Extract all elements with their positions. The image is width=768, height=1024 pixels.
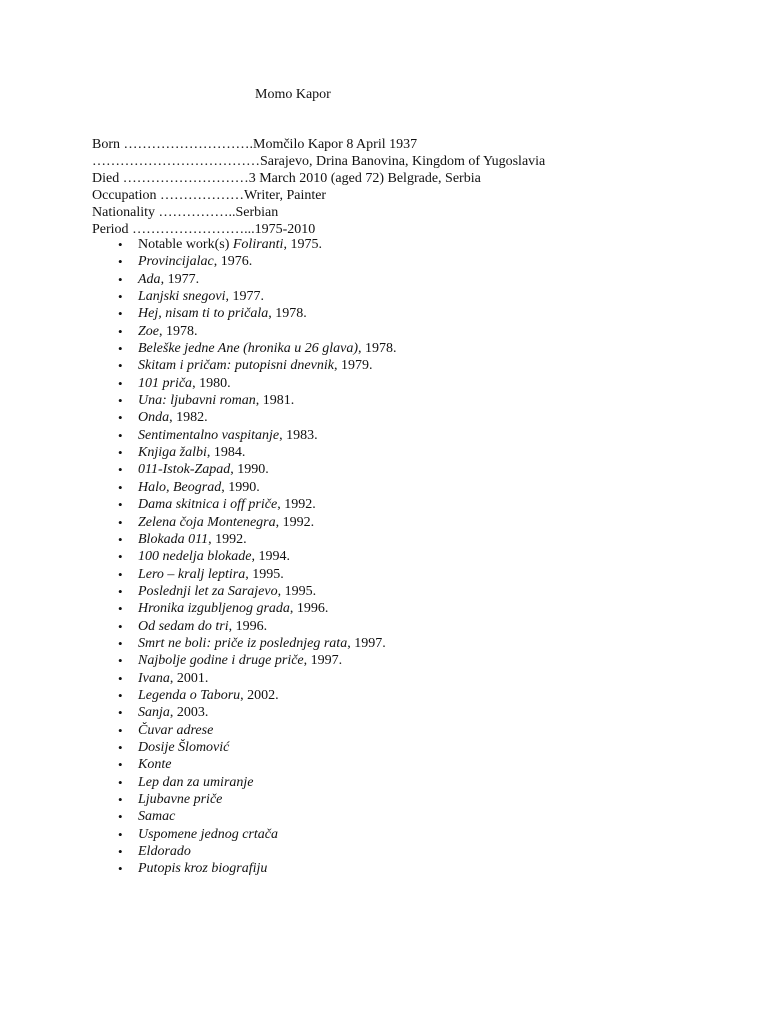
leader-dots: ……………………… (119, 171, 249, 186)
bullet-icon: • (118, 618, 123, 634)
work-year: , 1995. (245, 566, 284, 582)
work-title: Putopis kroz biografiju (138, 861, 268, 877)
bullet-icon: • (118, 254, 123, 270)
list-item (118, 652, 698, 669)
bullet-icon: • (118, 739, 123, 755)
bullet-icon: • (118, 774, 123, 790)
work-year: , 1980. (192, 375, 231, 391)
list-item (118, 236, 698, 253)
list-item (118, 756, 698, 773)
info-value: Sarajevo, Drina Banovina, Kingdom of Yugoslavia (260, 154, 546, 169)
work-title: Lanjski snegovi (138, 289, 226, 305)
info-value: Momčilo Kapor 8 April 1937 (253, 137, 418, 152)
work-title: Sanja (138, 705, 170, 721)
list-item (118, 583, 698, 600)
work-year: , 1976. (213, 254, 253, 270)
work-title: Zoe (138, 323, 159, 339)
list-item (118, 860, 698, 877)
work-year: , 1992. (208, 531, 247, 547)
bullet-icon: • (118, 635, 123, 651)
work-title: 100 nedelja blokade (138, 549, 252, 565)
bullet-icon: • (118, 583, 123, 599)
list-item (118, 548, 698, 565)
list-item (118, 774, 698, 791)
work-year: , 1981. (255, 393, 295, 409)
list-item (118, 461, 698, 478)
work-year: , 1996. (289, 601, 329, 617)
work-year: , 1984. (206, 445, 246, 461)
leader-dots: ……………… (156, 188, 245, 203)
bullet-icon: • (118, 514, 123, 530)
list-item (118, 600, 698, 617)
work-title: Ada (138, 271, 161, 287)
list-item (118, 531, 698, 548)
list-item (118, 722, 698, 739)
work-year: , 1995. (277, 583, 317, 599)
list-item (118, 323, 698, 340)
list-item (118, 392, 698, 409)
work-year: , 1977. (225, 289, 264, 305)
bullet-icon: • (118, 861, 123, 877)
work-title: Lep dan za umiranje (138, 774, 254, 790)
list-item (118, 739, 698, 756)
work-title: Onda (138, 410, 170, 426)
leader-dots: …………….. (155, 205, 236, 220)
work-title: 011-Istok-Zapad (138, 462, 231, 478)
list-item (118, 479, 698, 496)
work-title: Dama skitnica i off priče (138, 497, 278, 513)
work-title: Halo, Beograd (138, 479, 222, 495)
list-item (118, 670, 698, 687)
list-item (118, 566, 698, 583)
list-item (118, 704, 698, 721)
bullet-icon: • (118, 809, 123, 825)
work-year: , 1975. (283, 237, 322, 252)
work-year: , 1990. (221, 479, 260, 495)
work-year: , 2001. (169, 670, 209, 686)
work-title: Dosije Šlomović (138, 739, 230, 755)
list-item (118, 808, 698, 825)
list-item (118, 375, 698, 392)
work-year: , 1992. (275, 514, 315, 530)
work-year: , 1994. (251, 549, 291, 565)
work-year: , 2003. (169, 705, 209, 721)
bullet-icon: • (118, 341, 123, 357)
info-label: Occupation (92, 188, 157, 203)
bullet-icon: • (118, 566, 123, 582)
bullet-icon: • (118, 531, 123, 547)
list-item (118, 635, 698, 652)
bullet-icon: • (118, 445, 123, 461)
work-title: Samac (138, 809, 176, 825)
list-item (118, 496, 698, 513)
leader-dots: ……………………... (128, 222, 255, 237)
info-value: 1975-2010 (254, 222, 316, 237)
info-table (92, 136, 712, 238)
leader-dots: ………………………. (120, 137, 253, 152)
bullet-icon: • (118, 393, 123, 409)
info-row-nationality (92, 204, 712, 221)
work-year: , 1990. (230, 462, 269, 478)
bullet-icon: • (118, 653, 123, 669)
work-year: , 1997. (303, 653, 343, 669)
info-row-birthplace (92, 153, 712, 170)
bullet-icon: • (118, 479, 123, 495)
info-label: Nationality (92, 205, 155, 220)
bullet-icon: • (118, 358, 123, 374)
list-item (118, 618, 698, 635)
work-title: Una: ljubavni roman (138, 393, 256, 409)
list-item (118, 271, 698, 288)
work-title: Knjiga žalbi (138, 445, 207, 461)
bullet-icon: • (118, 687, 123, 703)
work-year: , 1992. (277, 497, 316, 513)
work-title: Beleške jedne Ane (hronika u 26 glava) (138, 341, 359, 357)
work-year: , 1996. (228, 618, 268, 634)
info-value: Writer, Painter (244, 188, 327, 203)
bullet-icon: • (118, 757, 123, 773)
info-label: Born (92, 137, 120, 152)
work-year: , 1979. (333, 358, 373, 374)
info-row-died (92, 170, 712, 187)
works-list (118, 236, 698, 878)
list-item (118, 687, 698, 704)
work-title: Konte (138, 757, 172, 773)
work-year: , 1978. (358, 341, 397, 357)
list-item (118, 253, 698, 270)
bullet-icon: • (118, 549, 123, 565)
info-value: 3 March 2010 (aged 72) Belgrade, Serbia (248, 171, 481, 186)
bullet-icon: • (118, 237, 123, 252)
list-item (118, 444, 698, 461)
work-title: Ivana (138, 670, 170, 686)
work-year: , 1982. (169, 410, 208, 426)
bullet-icon: • (118, 844, 123, 860)
work-title: Smrt ne boli: priče iz poslednjeg rata (138, 635, 348, 651)
work-title: Lero – kralj leptira (138, 566, 246, 582)
work-title: Poslednji let za Sarajevo (138, 583, 278, 599)
list-item (118, 791, 698, 808)
bullet-icon: • (118, 289, 123, 305)
list-item (118, 826, 698, 843)
work-title: Provincijalac (138, 254, 214, 270)
work-title: 101 priča (138, 375, 193, 391)
bullet-icon: • (118, 722, 123, 738)
work-title: Čuvar adrese (138, 722, 214, 738)
list-item (118, 843, 698, 860)
info-row-occupation (92, 187, 712, 204)
bullet-icon: • (118, 427, 123, 443)
bullet-icon: • (118, 410, 123, 426)
list-item (118, 340, 698, 357)
page-title: Momo Kapor (255, 87, 331, 102)
work-title: Sentimentalno vaspitanje (138, 427, 280, 443)
work-year: , 1983. (279, 427, 318, 443)
bullet-icon: • (118, 601, 123, 617)
bullet-icon: • (118, 323, 123, 339)
work-title: Uspomene jednog crtača (138, 826, 278, 842)
work-title: Hej, nisam ti to pričala (138, 306, 269, 322)
bullet-icon: • (118, 826, 123, 842)
work-year: , 2002. (240, 687, 279, 703)
bullet-icon: • (118, 462, 123, 478)
bullet-icon: • (118, 670, 123, 686)
bullet-icon: • (118, 306, 123, 322)
work-title: Hronika izgubljenog grada (138, 601, 290, 617)
work-title: Legenda o Taboru (138, 687, 241, 703)
work-label: Notable work(s) (138, 237, 233, 252)
work-title: Od sedam do tri (138, 618, 229, 634)
info-label: Died (92, 171, 120, 186)
bullet-icon: • (118, 497, 123, 513)
work-year: , 1997. (347, 635, 386, 651)
work-title: Skitam i pričam: putopisni dnevnik (138, 358, 334, 374)
list-item (118, 427, 698, 444)
work-title: Zelena čoja Montenegra (138, 514, 276, 530)
leader-dots: ……………………………… (92, 154, 260, 169)
bullet-icon: • (118, 705, 123, 721)
work-title: Najbolje godine i druge priče (138, 653, 304, 669)
bullet-icon: • (118, 271, 123, 287)
work-title: Foliranti (232, 237, 284, 252)
bullet-icon: • (118, 792, 123, 807)
list-item (118, 514, 698, 531)
info-label: Period (92, 222, 129, 237)
list-item (118, 409, 698, 426)
work-title: Eldorado (138, 844, 191, 860)
bullet-icon: • (118, 375, 123, 391)
list-item (118, 305, 698, 322)
work-year: , 1978. (159, 323, 198, 339)
work-title: Blokada 011 (138, 531, 209, 547)
info-row-born (92, 136, 712, 153)
list-item (118, 288, 698, 305)
work-year: , 1978. (268, 306, 307, 322)
list-item (118, 357, 698, 374)
work-year: , 1977. (160, 271, 200, 287)
info-value: Serbian (235, 205, 279, 220)
work-title: Ljubavne priče (138, 792, 223, 807)
